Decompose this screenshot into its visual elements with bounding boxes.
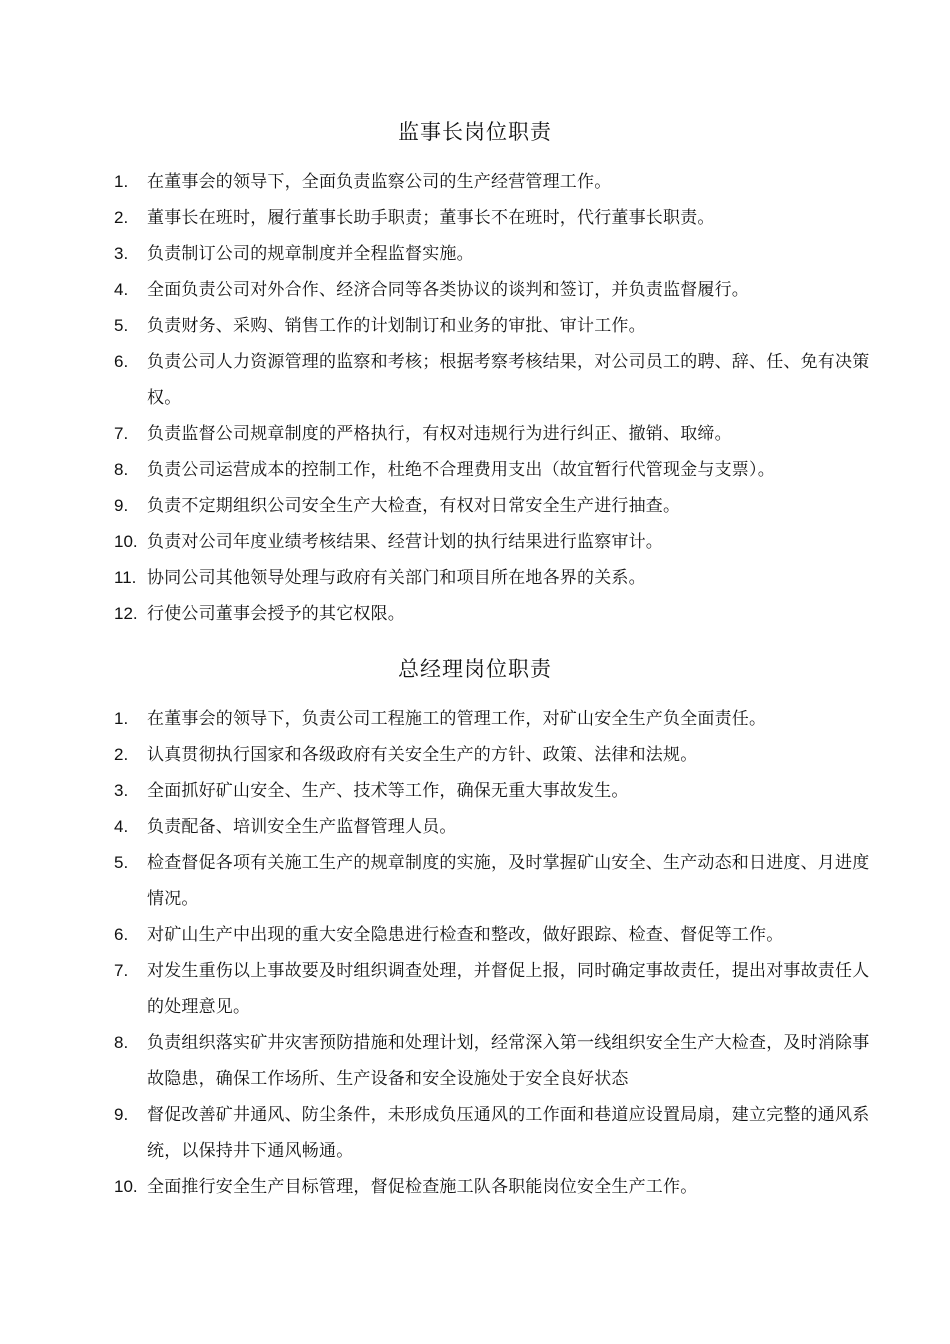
list-item — [114, 200, 874, 236]
item-text: 负责公司人力资源管理的监察和考核；根据考察考核结果，对公司员工的聘、辞、任、免有决策权。 — [147, 352, 870, 408]
list-item — [114, 701, 874, 737]
item-number: 4. — [114, 817, 129, 836]
item-number: 8. — [114, 460, 129, 479]
item-number: 10. — [114, 1177, 138, 1196]
list-item — [114, 524, 874, 560]
item-number: 6. — [114, 925, 129, 944]
item-text: 负责配备、培训安全生产监督管理人员。 — [147, 817, 457, 837]
item-text: 负责对公司年度业绩考核结果、经营计划的执行结果进行监察审计。 — [147, 532, 663, 552]
item-text: 协同公司其他领导处理与政府有关部门和项目所在地各界的关系。 — [147, 568, 646, 588]
item-text: 负责财务、采购、销售工作的计划制订和业务的审批、审计工作。 — [147, 316, 646, 336]
item-number: 2. — [114, 208, 129, 227]
item-text: 全面推行安全生产目标管理，督促检查施工队各职能岗位安全生产工作。 — [147, 1177, 698, 1197]
list-item — [114, 1169, 874, 1205]
section-title: 监事长岗位职责 — [398, 120, 552, 144]
item-number: 9. — [114, 1105, 129, 1124]
section-title: 总经理岗位职责 — [398, 657, 552, 681]
item-number: 8. — [114, 1033, 129, 1052]
item-number: 4. — [114, 280, 129, 299]
item-text: 负责组织落实矿井灾害预防措施和处理计划，经常深入第一线组织安全生产大检查，及时消除事故隐患，确保工作场所、生产设备和安全设施处于安全良好状态 — [147, 1033, 870, 1089]
list-item — [114, 917, 874, 953]
item-number: 9. — [114, 496, 129, 515]
list-item — [114, 272, 874, 308]
item-text: 负责制订公司的规章制度并全程监督实施。 — [147, 244, 474, 264]
list-item — [114, 845, 874, 917]
item-number: 7. — [114, 424, 129, 443]
item-number: 3. — [114, 244, 129, 263]
list-item — [114, 452, 874, 488]
list-item — [114, 809, 874, 845]
item-text: 负责监督公司规章制度的严格执行，有权对违规行为进行纠正、撤销、取缔。 — [147, 424, 732, 444]
list-item — [114, 953, 874, 1025]
list-item — [114, 560, 874, 596]
item-text: 全面抓好矿山安全、生产、技术等工作，确保无重大事故发生。 — [147, 781, 629, 801]
list-item — [114, 1025, 874, 1097]
item-number: 1. — [114, 172, 129, 191]
item-number: 5. — [114, 853, 129, 872]
item-text: 在董事会的领导下，全面负责监察公司的生产经营管理工作。 — [147, 172, 612, 192]
list-item — [114, 596, 874, 632]
item-number: 7. — [114, 961, 129, 980]
item-text: 认真贯彻执行国家和各级政府有关安全生产的方针、政策、法律和法规。 — [147, 745, 698, 765]
item-number: 5. — [114, 316, 129, 335]
list-item — [114, 164, 874, 200]
list-item — [114, 344, 874, 416]
item-number: 6. — [114, 352, 129, 371]
item-text: 对发生重伤以上事故要及时组织调查处理，并督促上报，同时确定事故责任，提出对事故责任人的处理意见。 — [147, 961, 870, 1017]
list-item — [114, 416, 874, 452]
item-number: 3. — [114, 781, 129, 800]
item-text: 督促改善矿井通风、防尘条件，未形成负压通风的工作面和巷道应设置局扇，建立完整的通风系统，以保持井下通风畅通。 — [147, 1105, 870, 1161]
item-number: 1. — [114, 709, 129, 728]
item-text: 检查督促各项有关施工生产的规章制度的实施，及时掌握矿山安全、生产动态和日进度、月进度情况。 — [147, 853, 870, 909]
item-number: 10. — [114, 532, 138, 551]
list-item — [114, 488, 874, 524]
list-item — [114, 308, 874, 344]
item-number: 2. — [114, 745, 129, 764]
duty-list — [114, 164, 874, 632]
list-item — [114, 236, 874, 272]
list-item — [114, 737, 874, 773]
item-text: 负责不定期组织公司安全生产大检查，有权对日常安全生产进行抽查。 — [147, 496, 681, 516]
item-text: 董事长在班时，履行董事长助手职责；董事长不在班时，代行董事长职责。 — [147, 208, 715, 228]
item-text: 对矿山生产中出现的重大安全隐患进行检查和整改，做好跟踪、检查、督促等工作。 — [147, 925, 784, 945]
duty-list — [114, 701, 874, 1205]
item-text: 行使公司董事会授予的其它权限。 — [147, 604, 405, 624]
list-item — [114, 773, 874, 809]
list-item — [114, 1097, 874, 1169]
item-number: 12. — [114, 604, 138, 623]
item-text: 负责公司运营成本的控制工作，杜绝不合理费用支出（故宜暂行代管现金与支票）。 — [147, 460, 775, 480]
item-number: 11. — [114, 568, 137, 587]
item-text: 在董事会的领导下，负责公司工程施工的管理工作，对矿山安全生产负全面责任。 — [147, 709, 767, 729]
item-text: 全面负责公司对外合作、经济合同等各类协议的谈判和签订，并负责监督履行。 — [147, 280, 749, 300]
